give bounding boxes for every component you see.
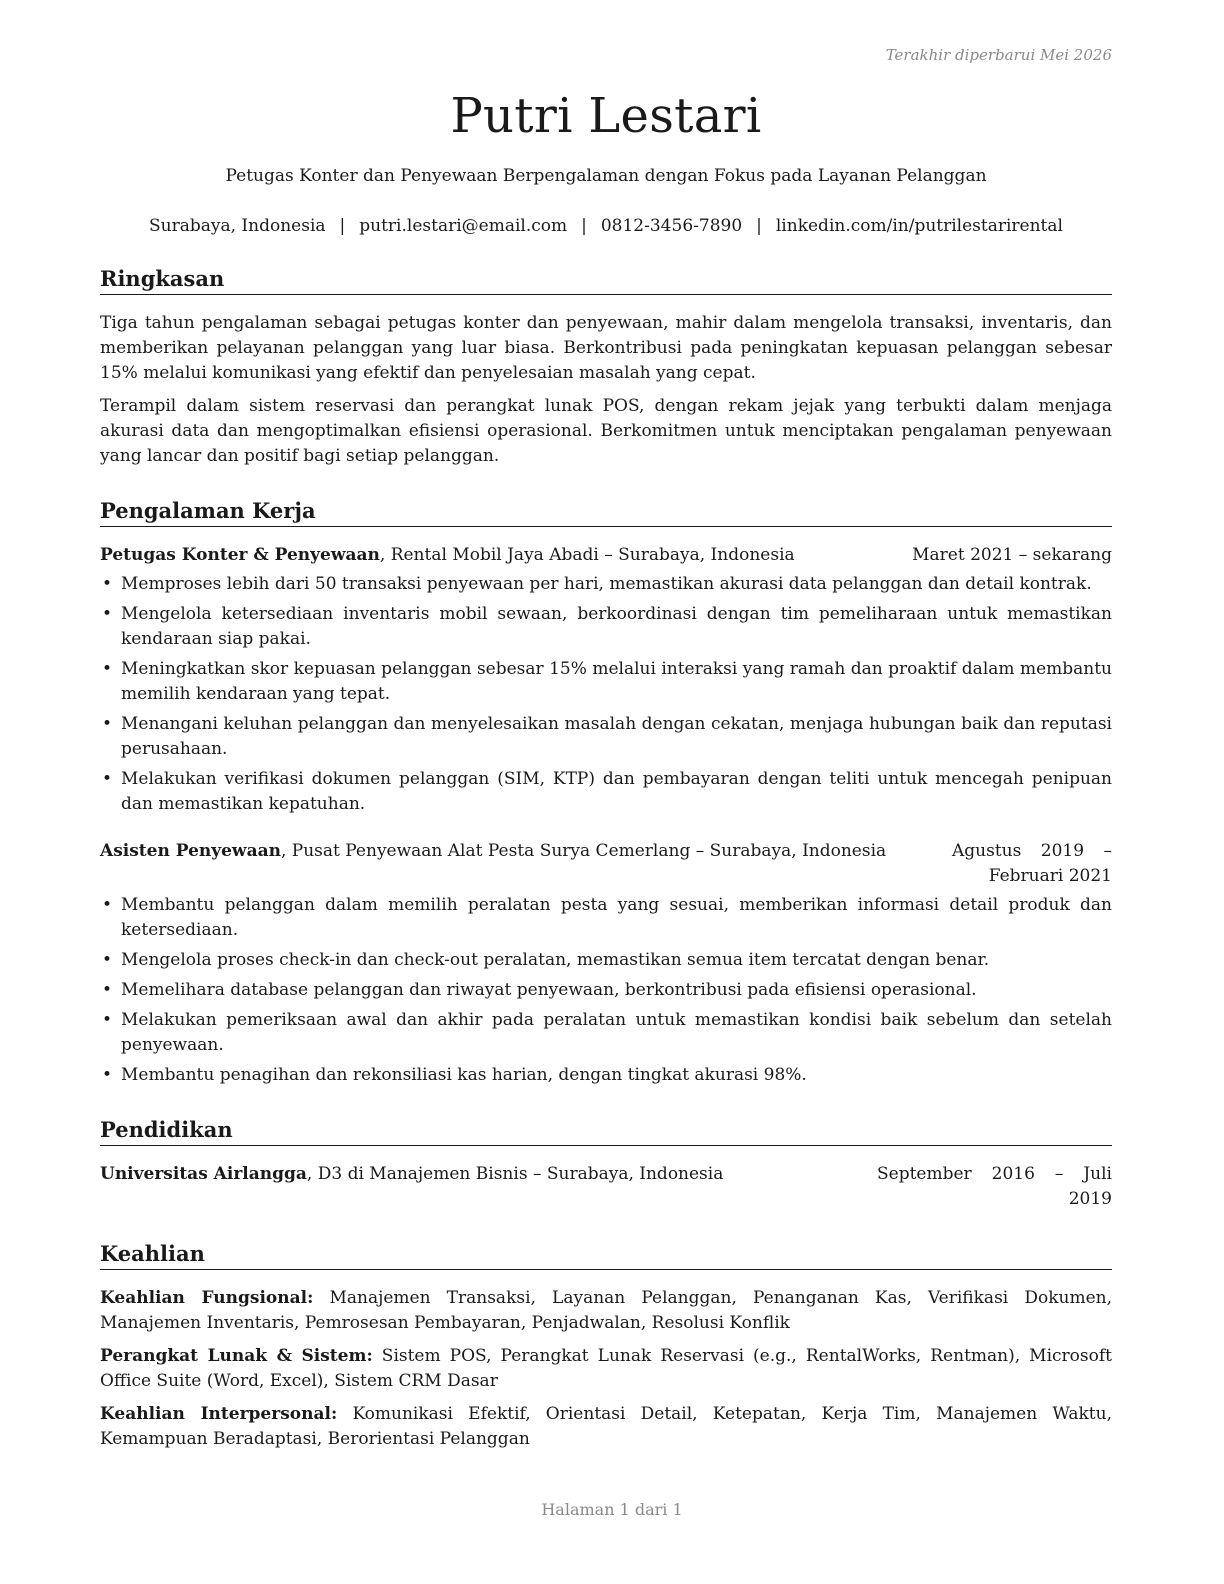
job-role: Asisten Penyewaan	[100, 841, 281, 861]
section-title-summary: Ringkasan	[100, 265, 1112, 295]
section-title-skills: Keahlian	[100, 1240, 1112, 1270]
skills-section	[100, 1240, 1112, 1452]
bullet-item: • Memproses lebih dari 50 transaksi penyewaan per hari, memastikan akurasi data pelanggan dan detail kontrak.	[100, 572, 1112, 597]
resume-page	[100, 40, 1112, 1452]
candidate-name: Putri Lestari	[450, 88, 762, 144]
skill-group	[100, 1344, 1112, 1394]
skill-group	[100, 1286, 1112, 1336]
education-entry	[100, 1162, 1112, 1212]
bullet-item: • Melakukan pemeriksaan awal dan akhir pada peralatan untuk memastikan kondisi baik sebelum dan setelah penyewaan.	[100, 1008, 1112, 1058]
job-organization: , Rental Mobil Jaya Abadi – Surabaya, Indonesia	[379, 545, 795, 565]
section-title-experience: Pengalaman Kerja	[100, 497, 1112, 527]
contact-line	[100, 214, 1112, 238]
bullet-item: • Membantu penagihan dan rekonsiliasi kas harian, dengan tingkat akurasi 98%.	[100, 1063, 1112, 1088]
bullet-item: • Mengelola ketersediaan inventaris mobil sewaan, berkoordinasi dengan tim pemeliharaan untuk memastikan kendaraan siap pakai.	[100, 602, 1112, 652]
summary-paragraph: Terampil dalam sistem reservasi dan perangkat lunak POS, dengan rekam jejak yang terbukti dalam menjaga akurasi data dan mengoptimalkan efisiensi operasional. Berkomitmen untuk menciptakan pengalaman penyewaan yang lancar dan positif bagi setiap pelanggan.	[100, 396, 1112, 466]
job-header	[100, 543, 1112, 568]
bullet-item: • Melakukan verifikasi dokumen pelanggan (SIM, KTP) dan pembayaran dengan teliti untuk mencegah penipuan dan memastikan kepatuhan.	[100, 767, 1112, 817]
job-dates: Maret 2021 – sekarang	[912, 545, 1112, 565]
job-bullets	[100, 893, 1112, 1088]
page-number: Halaman 1 dari 1	[541, 1500, 683, 1519]
headline: Petugas Konter dan Penyewaan Berpengalaman dengan Fokus pada Layanan Pelanggan	[225, 166, 987, 186]
last-updated-note: Terakhir diperbarui Mei 2026	[885, 46, 1112, 64]
job-role: Petugas Konter & Penyewaan	[100, 545, 380, 565]
contact-phone: 0812-3456-7890	[600, 216, 743, 236]
skill-group	[100, 1402, 1112, 1452]
bullet-item: • Menangani keluhan pelanggan dan menyelesaikan masalah dengan cekatan, menjaga hubungan baik dan reputasi perusahaan.	[100, 712, 1112, 762]
contact-email[interactable]: putri.lestari@email.com	[359, 216, 568, 236]
skill-group-label: Keahlian Interpersonal:	[100, 1404, 338, 1424]
bullet-item: • Memelihara database pelanggan dan riwayat penyewaan, berkontribusi pada efisiensi operasional.	[100, 978, 1112, 1003]
job-bullets	[100, 572, 1112, 817]
job-organization: , Pusat Penyewaan Alat Pesta Surya Cemerlang – Surabaya, Indonesia	[280, 841, 887, 861]
education-dates: September 2016 – Juli 2019	[877, 1164, 1112, 1209]
contact-separator: |	[581, 216, 587, 236]
skill-group-text: Komunikasi Efektif, Orientasi Detail, Ketepatan, Kerja Tim, Manajemen Waktu, Kemampuan Beradaptasi, Berorientasi Pelanggan	[100, 1404, 1112, 1449]
skill-group-label: Perangkat Lunak & Sistem:	[100, 1346, 373, 1366]
degree-detail: , D3 di Manajemen Bisnis – Surabaya, Indonesia	[306, 1164, 724, 1184]
summary-section	[100, 265, 1112, 469]
job-header	[100, 839, 1112, 889]
summary-paragraph: Tiga tahun pengalaman sebagai petugas konter dan penyewaan, mahir dalam mengelola transaksi, inventaris, dan memberikan pelayanan pelanggan yang luar biasa. Berkontribusi pada peningkatan kepuasan pelanggan sebesar 15% melalui komunikasi yang efektif dan penyelesaian masalah yang cepat.	[100, 313, 1112, 383]
section-title-education: Pendidikan	[100, 1116, 1112, 1146]
job-entry	[100, 839, 1112, 1088]
contact-location: Surabaya, Indonesia	[149, 216, 326, 236]
experience-section	[100, 497, 1112, 1088]
contact-separator: |	[756, 216, 762, 236]
bullet-item: • Membantu pelanggan dalam memilih peralatan pesta yang sesuai, memberikan informasi detail produk dan ketersediaan.	[100, 893, 1112, 943]
skill-group-text: Manajemen Transaksi, Layanan Pelanggan, Penanganan Kas, Verifikasi Dokumen, Manajemen Inventaris, Pemrosesan Pembayaran, Penjadwalan, Resolusi Konflik	[100, 1288, 1112, 1333]
bullet-item: • Meningkatkan skor kepuasan pelanggan sebesar 15% melalui interaksi yang ramah dan proaktif dalam membantu memilih kendaraan yang tepat.	[100, 657, 1112, 707]
job-dates: Agustus 2019 – Februari 2021	[952, 841, 1112, 886]
skill-group-label: Keahlian Fungsional:	[100, 1288, 314, 1308]
school-name: Universitas Airlangga	[100, 1164, 307, 1184]
bullet-item: • Mengelola proses check-in dan check-out peralatan, memastikan semua item tercatat dengan benar.	[100, 948, 1112, 973]
contact-separator: |	[339, 216, 346, 236]
job-entry	[100, 543, 1112, 817]
skill-group-text: Sistem POS, Perangkat Lunak Reservasi (e.g., RentalWorks, Rentman), Microsoft Office Suite (Word, Excel), Sistem CRM Dasar	[100, 1346, 1112, 1391]
contact-linkedin[interactable]: linkedin.com/in/putrilestarirental	[775, 216, 1063, 236]
education-section	[100, 1116, 1112, 1212]
